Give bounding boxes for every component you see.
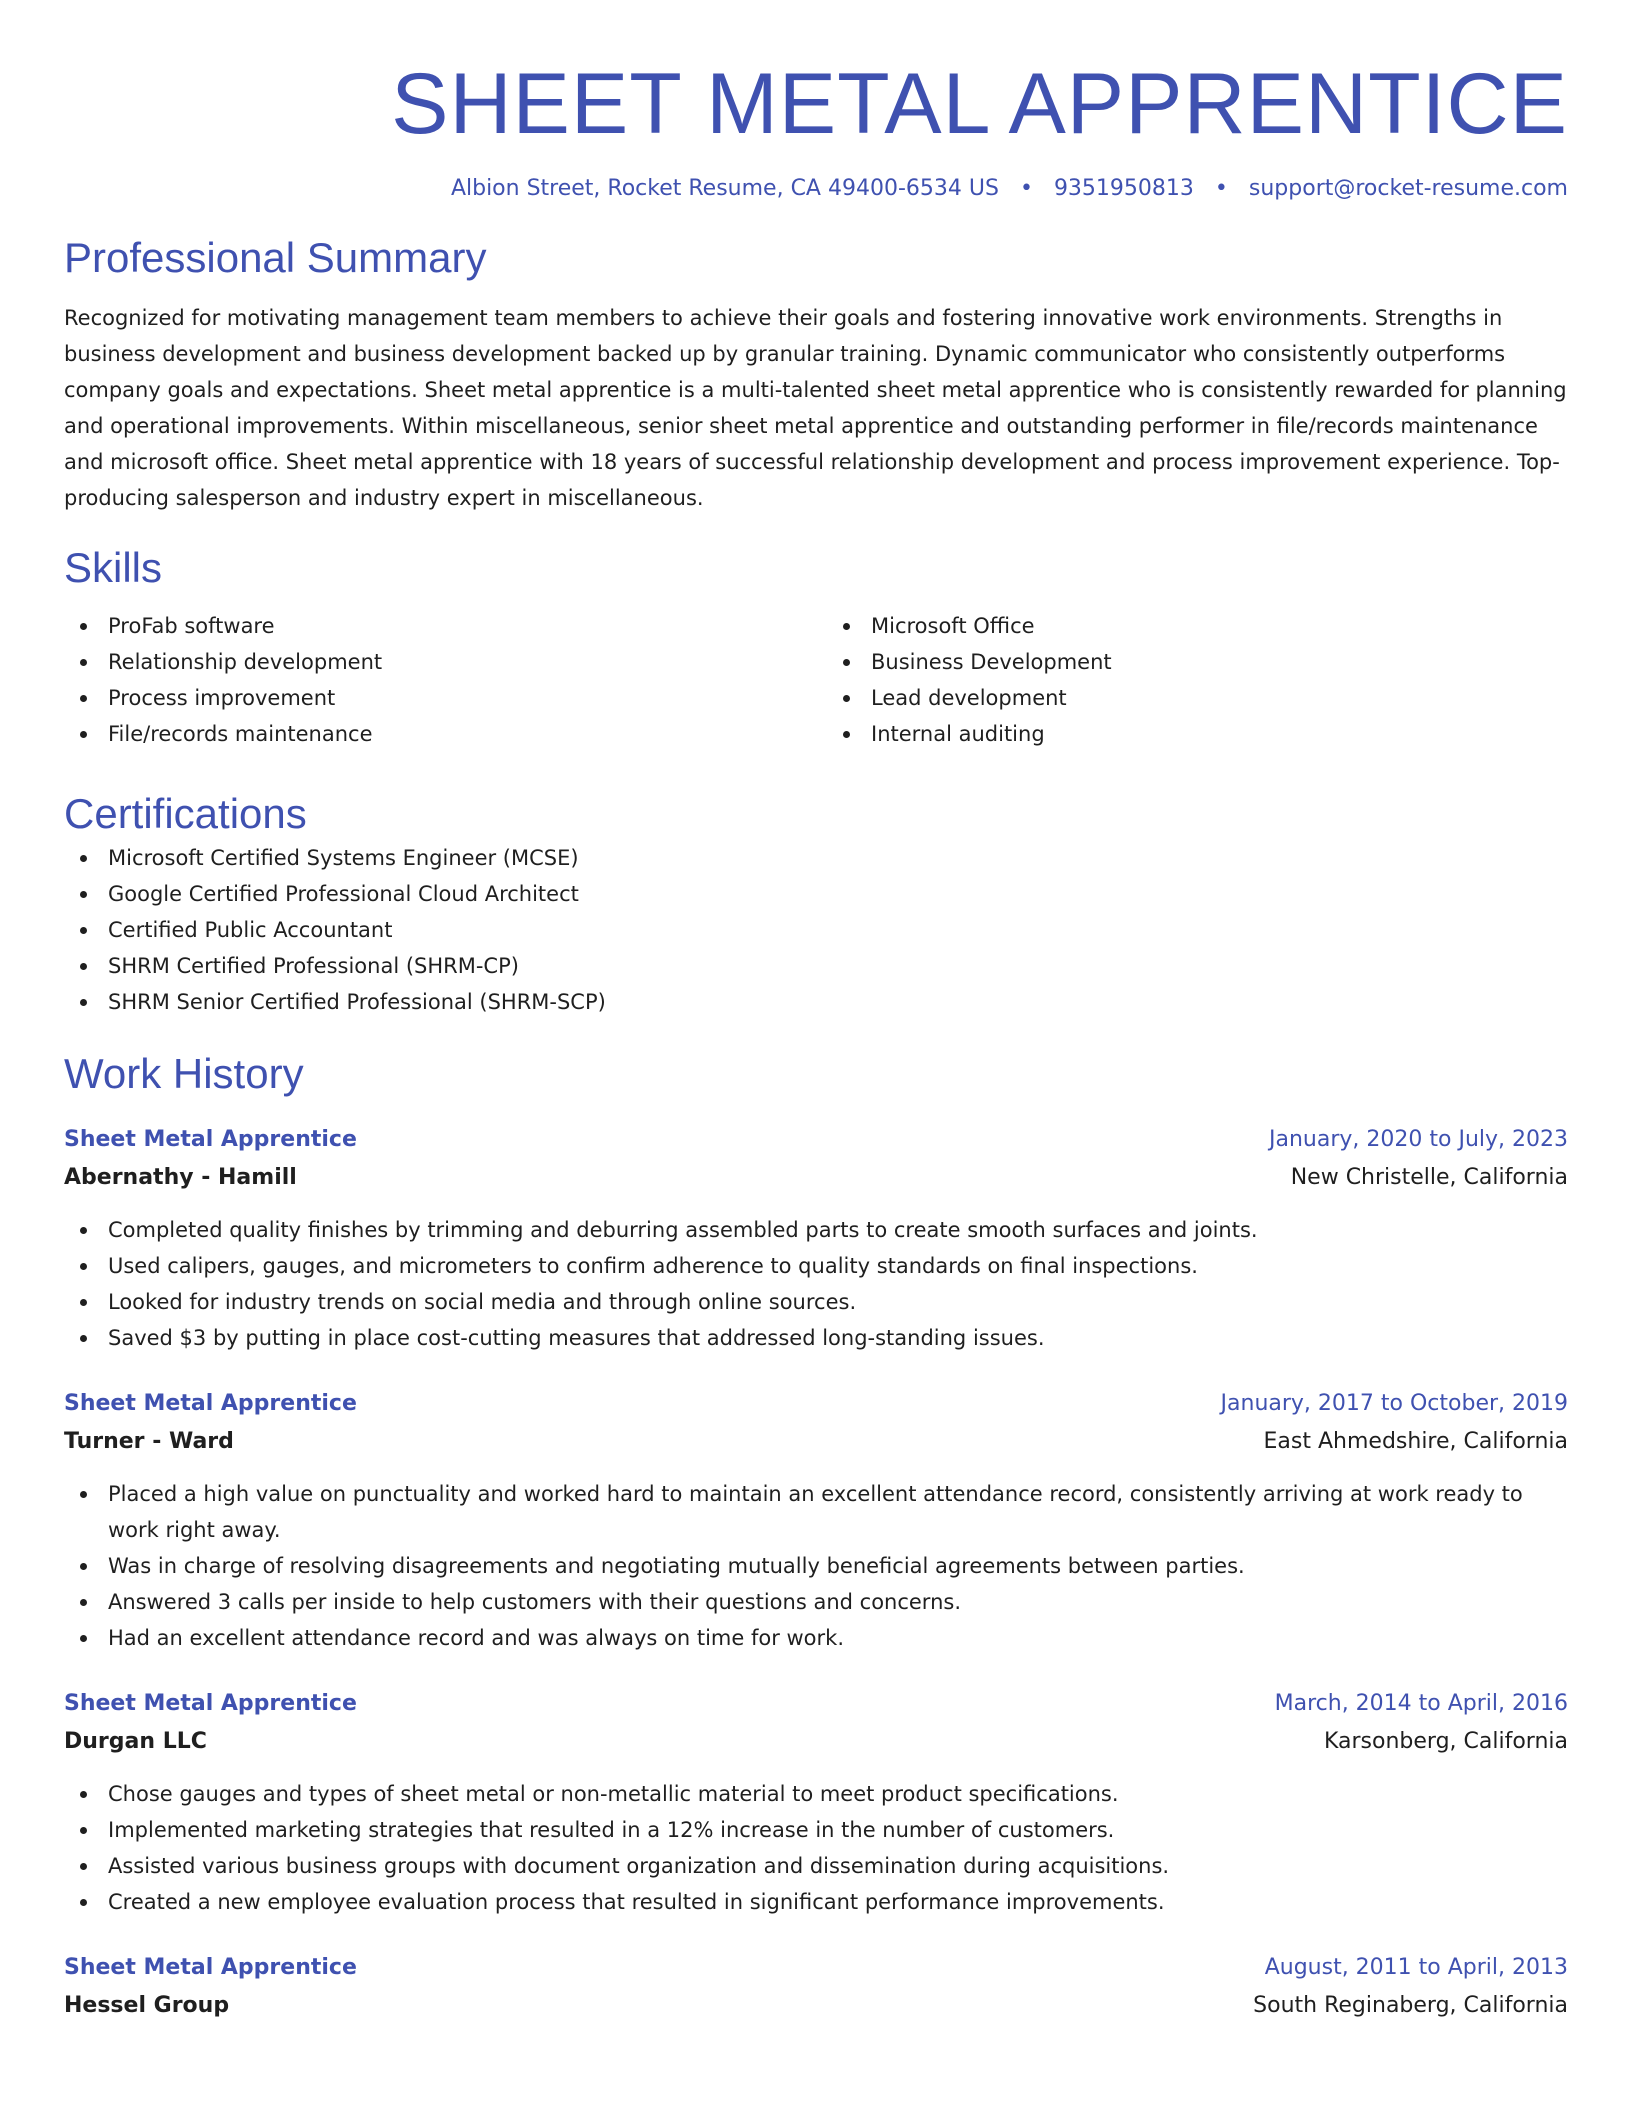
skill-item: Microsoft Office [827, 608, 1568, 644]
summary-text: Recognized for motivating management team members to achieve their goals and fostering innovative work environments. Strengths in business development and business development backed up by granular training. Dynamic communicator who consistently outperforms company goals and expectations. Sheet metal apprentice is a multi-talented sheet metal apprentice who is consistently rewarded for planning and operational improvements. Within miscellaneous, senior sheet metal apprentice and outstanding performer in file/records maintenance and microsoft office. Sheet metal apprentice with 18 years of successful relationship development and process improvement experience. Top-producing salesperson and industry expert in miscellaneous. [64, 306, 1567, 510]
job-bullet: Chose gauges and types of sheet metal or non-metallic material to meet product specifications. [64, 1776, 1568, 1812]
job-bullet: Had an excellent attendance record and was always on time for work. [64, 1620, 1568, 1656]
job-company: Abernathy - Hamill [64, 1165, 297, 1190]
job-location: New Christelle, California [1290, 1165, 1568, 1190]
certification-item: SHRM Certified Professional (SHRM-CP) [64, 948, 1568, 984]
job-bullet: Answered 3 calls per inside to help customers with their questions and concerns. [64, 1584, 1568, 1620]
job-bullets [64, 1776, 1568, 1920]
job-title: Sheet Metal Apprentice [64, 1127, 357, 1152]
contact-line [64, 174, 1568, 204]
job-bullet: Used calipers, gauges, and micrometers to confirm adherence to quality standards on final inspections. [64, 1248, 1568, 1284]
summary-heading: Professional Summary [64, 234, 487, 281]
job-bullet: Completed quality finishes by trimming and deburring assembled parts to create smooth surfaces and joints. [64, 1212, 1568, 1248]
job-dates: March, 2014 to April, 2016 [1274, 1691, 1568, 1716]
job-title-row [64, 1386, 1568, 1422]
job-entry [64, 1686, 1568, 1920]
job-dates: January, 2017 to October, 2019 [1220, 1391, 1568, 1416]
work-history-section [64, 1048, 1568, 2026]
contact-separator: • [1019, 176, 1033, 201]
skills-section [64, 542, 1568, 752]
contact-phone: 9351950813 [1053, 176, 1194, 201]
job-location: Karsonberg, California [1323, 1729, 1568, 1754]
certifications-section [64, 788, 1568, 1020]
skill-item: ProFab software [64, 608, 805, 644]
job-bullets [64, 1212, 1568, 1356]
skill-item: Relationship development [64, 644, 805, 680]
job-bullet: Looked for industry trends on social media and through online sources. [64, 1284, 1568, 1320]
skill-item: Lead development [827, 680, 1568, 716]
job-company-row [64, 1422, 1568, 1462]
job-bullet: Implemented marketing strategies that resulted in a 12% increase in the number of customers. [64, 1812, 1568, 1848]
certifications-heading: Certifications [64, 790, 307, 837]
job-title-row [64, 1686, 1568, 1722]
candidate-name: SHEET METAL APPRENTICE [391, 56, 1568, 152]
job-dates: August, 2011 to April, 2013 [1264, 1955, 1568, 1980]
job-bullet: Placed a high value on punctuality and worked hard to maintain an excellent attendance record, consistently arriving at work ready to work right away. [64, 1476, 1568, 1548]
certification-item: Google Certified Professional Cloud Architect [64, 876, 1568, 912]
job-bullet: Created a new employee evaluation process that resulted in significant performance improvements. [64, 1884, 1568, 1920]
certifications-list [64, 840, 1568, 1020]
job-title: Sheet Metal Apprentice [64, 1391, 357, 1416]
resume-header [64, 56, 1568, 204]
skill-item: File/records maintenance [64, 716, 805, 752]
job-entry [64, 1386, 1568, 1656]
skill-item: Internal auditing [827, 716, 1568, 752]
certification-item: Microsoft Certified Systems Engineer (MCSE) [64, 840, 1568, 876]
skill-item: Business Development [827, 644, 1568, 680]
job-title: Sheet Metal Apprentice [64, 1955, 357, 1980]
certification-item: Certified Public Accountant [64, 912, 1568, 948]
job-company: Hessel Group [64, 1993, 230, 2018]
job-title-row [64, 1950, 1568, 1986]
skills-list-right [827, 608, 1568, 752]
job-bullet: Was in charge of resolving disagreements and negotiating mutually beneficial agreements between parties. [64, 1548, 1568, 1584]
job-bullet: Assisted various business groups with document organization and dissemination during acquisitions. [64, 1848, 1568, 1884]
job-location: South Reginaberg, California [1253, 1993, 1568, 2018]
job-company: Turner - Ward [64, 1429, 234, 1454]
job-location: East Ahmedshire, California [1263, 1429, 1568, 1454]
work-history-heading: Work History [64, 1050, 304, 1097]
job-company-row [64, 1722, 1568, 1762]
skills-grid [64, 608, 1568, 752]
job-title: Sheet Metal Apprentice [64, 1691, 357, 1716]
job-bullet: Saved $3 by putting in place cost-cutting measures that addressed long-standing issues. [64, 1320, 1568, 1356]
job-company-row [64, 1158, 1568, 1198]
skills-heading: Skills [64, 544, 163, 591]
contact-email[interactable]: support@rocket-resume.com [1248, 176, 1568, 201]
certification-item: SHRM Senior Certified Professional (SHRM-SCP) [64, 984, 1568, 1020]
job-title-row [64, 1122, 1568, 1158]
job-company-row [64, 1986, 1568, 2026]
summary-section [64, 232, 1568, 516]
job-bullets [64, 1476, 1568, 1656]
contact-separator: • [1214, 176, 1228, 201]
contact-address: Albion Street, Rocket Resume, CA 49400-6534 US [450, 176, 999, 201]
skills-list-left [64, 608, 805, 752]
job-dates: January, 2020 to July, 2023 [1269, 1127, 1568, 1152]
job-company: Durgan LLC [64, 1729, 207, 1754]
skill-item: Process improvement [64, 680, 805, 716]
job-entry [64, 1122, 1568, 1356]
job-entry [64, 1950, 1568, 2026]
